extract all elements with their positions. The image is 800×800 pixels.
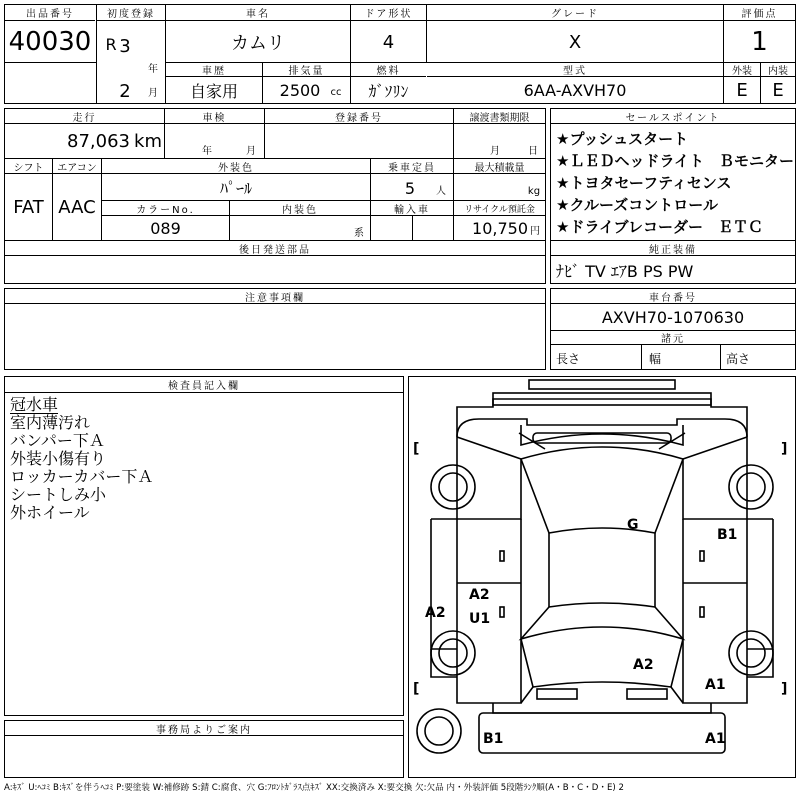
notes-label: 注意事項欄 bbox=[5, 289, 545, 304]
damage-mark: A2 bbox=[425, 605, 446, 621]
year-unit: 年 bbox=[148, 63, 158, 75]
capacity-unit: 人 bbox=[436, 185, 446, 197]
inspector-line: 外装小傷有り bbox=[10, 449, 107, 468]
chassis-label: 車台番号 bbox=[551, 289, 795, 304]
inspector-line: 冠水車 bbox=[10, 395, 59, 414]
sales-point-item: ★ドライブレコーダー ＥＴＣ bbox=[556, 218, 763, 236]
capacity-label: 乗車定員 bbox=[371, 159, 453, 174]
ac-value: AAC bbox=[58, 196, 96, 218]
displacement-label: 排気量 bbox=[263, 63, 350, 77]
insp-year-unit: 年 bbox=[202, 145, 212, 157]
office-label: 事務局よりご案内 bbox=[5, 721, 403, 736]
mileage-value: 87,063 bbox=[67, 130, 130, 152]
equipment-label: 純正装備 bbox=[551, 241, 795, 256]
fuel-label: 燃料 bbox=[351, 63, 426, 77]
recycle-unit: 円 bbox=[530, 225, 540, 237]
shift-value: FAT bbox=[13, 196, 44, 218]
transfer-month-unit: 月 bbox=[490, 145, 500, 157]
bracket-right: ] bbox=[781, 441, 788, 457]
inspector-line: バンパー下Ａ bbox=[10, 431, 105, 450]
inspector-line: 室内薄汚れ bbox=[10, 413, 91, 432]
int-score: E bbox=[772, 80, 784, 101]
sales-point-item: ★クルーズコントロール bbox=[556, 196, 718, 214]
damage-mark: A2 bbox=[633, 657, 654, 673]
inspector-line: ロッカーカバー下Ａ bbox=[10, 467, 154, 486]
door-label: ドア形状 bbox=[351, 5, 426, 21]
damage-mark: A2 bbox=[469, 587, 490, 603]
ext-label: 外装 bbox=[724, 63, 760, 77]
mileage-unit: km bbox=[134, 130, 162, 152]
load-unit: kg bbox=[527, 185, 541, 197]
color-no-label: カラーNo. bbox=[102, 201, 229, 216]
displacement-value: 2500 bbox=[279, 81, 321, 100]
grade-label: グレード bbox=[427, 5, 723, 21]
sales-points-label: セールスポイント bbox=[551, 109, 795, 124]
transfer-day-unit: 日 bbox=[528, 145, 538, 157]
length-label: 長さ bbox=[555, 351, 580, 366]
inspector-line: シートしみ小 bbox=[10, 485, 107, 504]
legend-text: A:ｷｽﾞ U:ﾍｺﾐ B:ｷｽﾞを伴うﾍｺﾐ P:要塗装 W:補修跡 S:錆 C:腐食、穴 G:ﾌﾛﾝﾄｶﾞﾗｽ点ｷｽﾞ XX:交換済み X:要交換 欠:欠品 内・外装評価 5段階ﾗﾝｸ順(A・B・C・D・E) 2 bbox=[4, 783, 624, 793]
score-label: 評価点 bbox=[724, 5, 795, 21]
reg-no-label: 登録番号 bbox=[265, 109, 453, 124]
later-parts-label: 後日発送部品 bbox=[5, 241, 545, 256]
car-name: カムリ bbox=[231, 33, 285, 54]
damage-mark: A1 bbox=[705, 731, 726, 747]
color-no-value: 089 bbox=[150, 218, 181, 238]
car-diagram bbox=[408, 376, 796, 778]
model-label: 型式 bbox=[427, 63, 723, 77]
recycle-label: リサイクル預託金 bbox=[454, 201, 545, 216]
mileage-label: 走行 bbox=[5, 109, 164, 124]
recycle-value: 10,750 bbox=[472, 218, 528, 238]
insp-month-unit: 月 bbox=[246, 145, 256, 157]
reg-month: 2 bbox=[119, 80, 131, 102]
model-value: 6AA-AXVH70 bbox=[523, 81, 627, 100]
ext-color-value: ﾊﾟｰﾙ bbox=[219, 178, 252, 198]
damage-mark: B1 bbox=[483, 731, 504, 747]
sales-point-item: ★プッシュスタート bbox=[556, 130, 689, 148]
bracket-right: ] bbox=[781, 681, 788, 697]
damage-mark: A1 bbox=[705, 677, 726, 693]
inspection-label: 車検 bbox=[165, 109, 264, 124]
shift-label: シフト bbox=[5, 159, 52, 174]
lot-label: 出品番号 bbox=[5, 5, 95, 21]
int-label: 内装 bbox=[761, 63, 795, 77]
history-value: 自家用 bbox=[189, 82, 238, 101]
capacity-value: 5 bbox=[404, 178, 416, 198]
ac-label: エアコン bbox=[53, 159, 101, 174]
damage-mark: G bbox=[627, 517, 639, 533]
dims-label: 諸元 bbox=[551, 331, 795, 345]
sales-point-item: ★ＬＥＤヘッドライト Ｂモニター bbox=[556, 152, 794, 170]
bracket-left: [ bbox=[413, 681, 420, 697]
damage-mark: U1 bbox=[469, 611, 491, 627]
history-label: 車歴 bbox=[166, 63, 262, 77]
ext-color-label: 外装色 bbox=[102, 159, 370, 174]
inspector-label: 検査員記入欄 bbox=[5, 377, 403, 393]
width-label: 幅 bbox=[648, 351, 661, 366]
car-name-label: 車名 bbox=[166, 5, 350, 21]
lot-number: 40030 bbox=[8, 27, 92, 57]
damage-mark: B1 bbox=[717, 527, 738, 543]
month-unit: 月 bbox=[148, 87, 158, 99]
fuel-value: ｶﾞｿﾘﾝ bbox=[368, 82, 409, 101]
car-outline-diagram bbox=[409, 377, 795, 777]
sales-point-item: ★トヨタセーフティセンス bbox=[556, 174, 732, 192]
import-label: 輸入車 bbox=[371, 201, 453, 216]
int-color-unit: 系 bbox=[354, 227, 364, 239]
displacement-unit: cc bbox=[330, 86, 342, 98]
int-color-label: 内装色 bbox=[230, 201, 370, 216]
door-value: 4 bbox=[382, 31, 395, 53]
era: R bbox=[105, 34, 117, 54]
first-reg-label: 初度登録 bbox=[97, 5, 165, 21]
score-value: 1 bbox=[751, 27, 768, 57]
chassis-value: AXVH70-1070630 bbox=[601, 307, 745, 327]
height-label: 高さ bbox=[725, 351, 750, 366]
bracket-left: [ bbox=[413, 441, 420, 457]
inspector-line: 外ホイール bbox=[10, 503, 90, 522]
equipment-value: ﾅﾋﾞ TV ｴｱB PS PW bbox=[556, 261, 694, 281]
transfer-label: 譲渡書類期限 bbox=[454, 109, 545, 124]
load-label: 最大積載量 bbox=[454, 159, 545, 174]
grade-value: X bbox=[568, 31, 582, 53]
reg-year: 3 bbox=[119, 35, 131, 57]
ext-score: E bbox=[736, 80, 748, 101]
